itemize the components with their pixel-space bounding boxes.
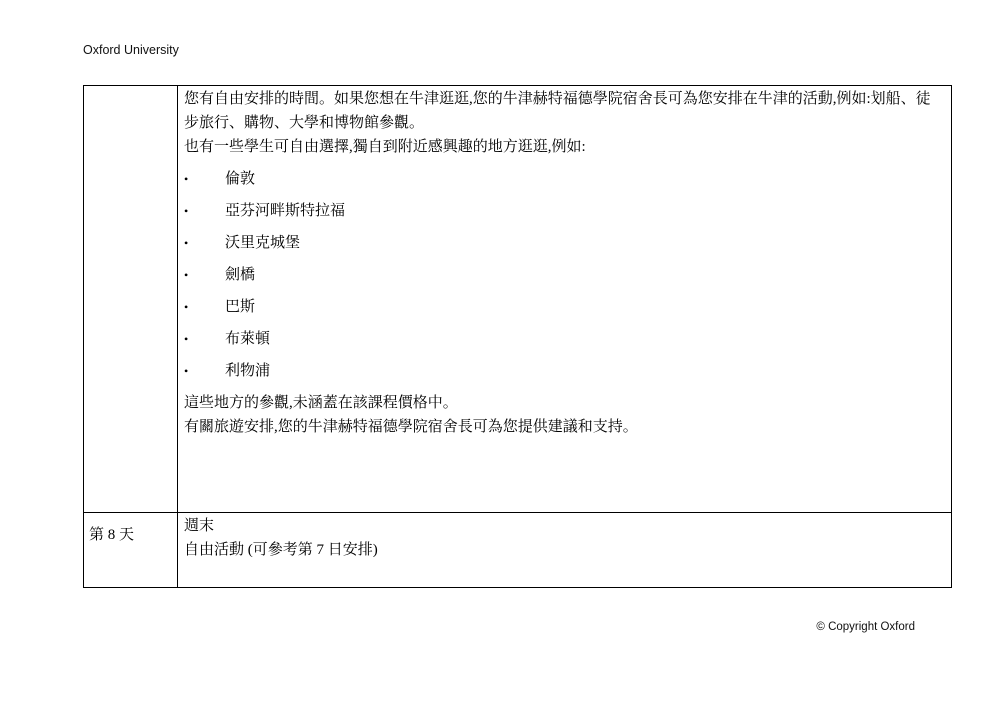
destination-label: 布萊頓 [225,331,271,347]
list-item [184,327,945,351]
travel-support-paragraph: 有關旅遊安排,您的牛津赫特福德學院宿舍長可為您提供建議和支持。 [184,419,638,435]
destination-label: 巴斯 [225,299,256,315]
table-row-day8 [84,513,951,587]
document-header-text: Oxford University [83,43,179,57]
bullet-icon: • [184,332,189,346]
destination-label: 倫敦 [225,171,256,187]
weekend-label: 週末 [184,518,215,534]
bullet-icon: • [184,204,189,218]
bullet-icon: • [184,300,189,314]
list-item [184,199,945,223]
price-note-paragraph: 這些地方的參觀,未涵蓋在該課程價格中。 [184,395,458,411]
list-item [184,231,945,255]
day-label-cell-day8: 第 8 天 [84,513,178,587]
bullet-icon: • [184,268,189,282]
destination-label: 利物浦 [225,363,271,379]
destination-label: 劍橋 [225,267,256,283]
list-item [184,167,945,191]
day8-content-cell [178,513,951,587]
bullet-icon: • [184,236,189,250]
free-activity-label: 自由活動 (可參考第 7 日安排) [184,542,378,558]
destination-list [184,167,945,383]
table-row-day7-free-time [84,86,951,513]
nearby-places-intro-paragraph: 也有一些學生可自由選擇,獨自到附近感興趣的地方逛逛,例如: [184,139,586,155]
destination-label: 亞芬河畔斯特拉福 [225,203,346,219]
copyright-text: © Copyright Oxford [816,621,915,633]
destination-label: 沃里克城堡 [225,235,301,251]
bullet-icon: • [184,364,189,378]
day-label-cell-empty [84,86,178,512]
bullet-icon: • [184,172,189,186]
free-time-paragraph: 您有自由安排的時間。如果您想在牛津逛逛,您的牛津赫特福德學院宿舍長可為您安排在牛津的活動,例如:划船、徒步旅行、購物、大學和博物館參觀。 [184,91,931,131]
list-item [184,295,945,319]
list-item [184,263,945,287]
list-item [184,359,945,383]
day-content-cell [178,86,951,512]
itinerary-table [83,85,952,588]
